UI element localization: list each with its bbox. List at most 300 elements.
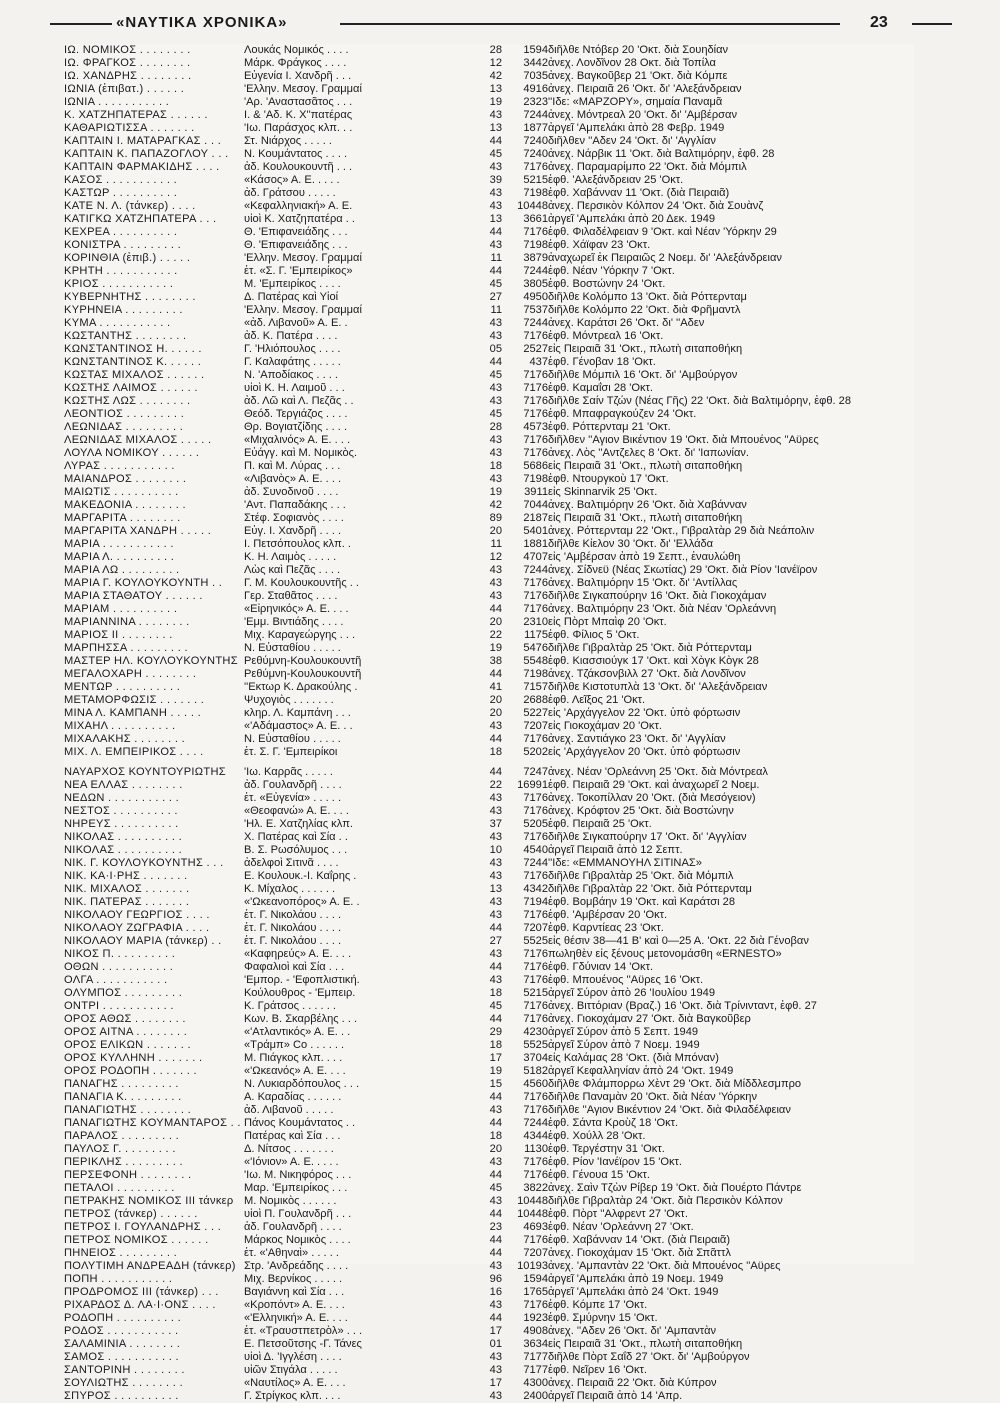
ship-owner: «Θεοφανώ» Α. Ε. . . .	[244, 805, 349, 817]
table-row	[64, 961, 908, 974]
table-row	[64, 922, 908, 935]
gross-tonnage: 7244	[523, 317, 548, 329]
gross-tonnage: 7176	[523, 870, 548, 882]
gross-tonnage: 7247	[523, 766, 548, 778]
build-year: 45	[489, 148, 502, 160]
build-year: 39	[489, 174, 502, 186]
table-row	[64, 694, 908, 707]
ship-movement: ἀνεχ. Βιττόριαν (Βραζ.) 16 'Οκτ. διὰ Τρίνινταντ, ἐφθ. 27	[548, 1000, 817, 1012]
table-row	[64, 948, 908, 961]
ship-owner: Θεόδ. Τεργιάζος . . . .	[244, 408, 348, 420]
ship-owner: Γ. 'Ηλιόπουλος . . . .	[244, 343, 341, 355]
gross-tonnage: 3704	[523, 1052, 548, 1064]
build-year: 44	[489, 1169, 502, 1181]
table-row	[64, 1195, 908, 1208]
table-row	[64, 577, 908, 590]
ship-movement: διῆλθεν ''Αδεν 24 'Οκτ. δι' 'Αγγλίαν	[548, 135, 716, 147]
gross-tonnage: 7176	[523, 1013, 548, 1025]
table-row	[64, 1169, 908, 1182]
build-year: 43	[489, 317, 502, 329]
ship-movement: ἀνεχ. Πειραιᾶ 22 'Οκτ. διὰ Κύπρον	[548, 1377, 717, 1389]
ship-movement: ἐφθ. Λεῖξος 21 'Οκτ.	[548, 694, 646, 706]
build-year: 43	[489, 1260, 502, 1272]
ship-name: ΛΟΥΛΑ ΝΟΜΙΚΟΥ . . . . . .	[64, 447, 200, 459]
table-row	[64, 512, 908, 525]
ship-name: ΡΟΔΟΠΗ . . . . . . . . . .	[64, 1312, 182, 1324]
table-row	[64, 883, 908, 896]
table-row	[64, 1260, 908, 1273]
table-row	[64, 681, 908, 694]
ship-name: ΚΥΡΗΝΕΙΑ . . . . . . . . .	[64, 304, 183, 316]
gross-tonnage: 7194	[523, 896, 548, 908]
ship-owner: ἀδ. Κ. Πατέρα . . . .	[244, 330, 338, 342]
build-year: 44	[489, 1312, 502, 1324]
ship-owner: Ν. Εὐσταθίου . . . . .	[244, 733, 341, 745]
table-row	[64, 304, 908, 317]
ship-movement: ἀνεχ. Παραμαρίμπο 22 'Οκτ. διὰ Μόμπιλ	[548, 161, 747, 173]
table-row	[64, 200, 908, 213]
ship-movement: ἀνεχ. Σαὶν Τζὼν Ρίβερ 19 'Οκτ. διὰ Πουέρτο Πάντρε	[548, 1182, 802, 1194]
build-year: 43	[489, 720, 502, 732]
ship-owner: ἑτ. «Σ. Γ. 'Εμπειρίκος»	[244, 265, 353, 277]
table-row	[64, 382, 908, 395]
build-year: 13	[489, 83, 502, 95]
ship-movement: διῆλθε Γιβραλτὰρ 25 'Οκτ. διὰ Μόμπιλ	[548, 870, 734, 882]
gross-tonnage: 7176	[523, 792, 548, 804]
page-header	[50, 14, 920, 34]
gross-tonnage: 7176	[523, 948, 548, 960]
table-row	[64, 1299, 908, 1312]
table-row	[64, 174, 908, 187]
build-year: 20	[489, 525, 502, 537]
table-row	[64, 1104, 908, 1117]
table-row	[64, 70, 908, 83]
ship-movement: ἀνεχ. Βαλτιμόρην 23 'Οκτ. διὰ Νέαν 'Ορλεάννη	[548, 603, 777, 615]
table-row	[64, 1325, 908, 1338]
ship-movement: ἐφθ. 'Αμβέρσαν 20 'Οκτ.	[548, 909, 668, 921]
table-row	[64, 1039, 908, 1052]
ship-movement: εἰς Πειραιᾶ 31 'Οκτ., πλωτὴ σιταποθήκη	[548, 1338, 743, 1350]
ship-name: ΚΑΤΕ Ν. Λ. (τάνκερ) . . . .	[64, 200, 196, 212]
ship-owner: Εὐάγγ. καὶ Μ. Νομικὸς.	[244, 447, 358, 459]
ship-movement: ἐφθ. Φιλαδέλφειαν 9 'Οκτ. καὶ Νέαν 'Υόρκην 29	[548, 226, 777, 238]
gross-tonnage: 1877	[523, 122, 548, 134]
ship-movement: διῆλθε Κολόμπο 22 'Οκτ. διὰ Φρῆμαντλ	[548, 304, 741, 316]
table-row	[64, 1000, 908, 1013]
ship-owner: Λὼς καὶ Πεζᾶς . . . .	[244, 564, 341, 576]
ship-movement: ἀνεχ. Βαλτιμόρην 15 'Οκτ. δι' 'Αντίλλας	[548, 577, 738, 589]
gross-tonnage: 7176	[523, 1234, 548, 1246]
ship-name: ΠΗΝΕΙΟΣ . . . . . . . . .	[64, 1247, 177, 1259]
ship-movement: διῆλθε Κίελον 30 'Οκτ. δι' 'Ελλάδα	[548, 538, 714, 550]
build-year: 44	[489, 356, 502, 368]
ship-name: ΝΙΚ. ΠΑΤΕΡΑΣ . . . . . . .	[64, 896, 190, 908]
build-year: 19	[489, 1065, 502, 1077]
ship-name: ΟΡΟΣ ΡΟΔΟΠΗ . . . . . . .	[64, 1065, 197, 1077]
ship-owner: Ι. Πετσόπουλος κλπ. .	[244, 538, 351, 550]
ship-movement: ἀργεῖ 'Αμπελάκι ἀπὸ 20 Δεκ. 1949	[548, 213, 716, 225]
build-year: 12	[489, 57, 502, 69]
ship-owner: «'Ωκεανοπόρος» Α. Ε. .	[244, 896, 360, 908]
ship-name: ΟΛΓΑ . . . . . . . . . . .	[64, 974, 168, 986]
build-year: 11	[490, 304, 502, 316]
gross-tonnage: 5525	[523, 1039, 548, 1051]
gross-tonnage: 10448	[517, 1195, 548, 1207]
table-row	[64, 161, 908, 174]
gross-tonnage: 7198	[523, 239, 548, 251]
ship-name: ΟΝΤΡΙ . . . . . . . . . . .	[64, 1000, 174, 1012]
ship-name: ΣΑΛΑΜΙΝΙΑ . . . . . . . .	[64, 1338, 181, 1350]
build-year: 17	[489, 1052, 502, 1064]
ship-name: ΛΥΡΑΣ . . . . . . . . . . .	[64, 460, 175, 472]
ship-movement: ἐφθ. Μπουένος ''Αϋρες 16 'Οκτ.	[548, 974, 704, 986]
ship-name: ΜΑΡΙΑΝΝΙΝΑ . . . . . . . .	[64, 616, 190, 628]
table-row	[64, 1182, 908, 1195]
build-year: 28	[489, 421, 502, 433]
gross-tonnage: 7244	[523, 1117, 548, 1129]
build-year: 44	[489, 1091, 502, 1103]
gross-tonnage: 4908	[523, 1325, 548, 1337]
ship-owner: «ἀδ. Λιβανοῦ» Α. Ε. .	[244, 317, 348, 329]
build-year: 43	[489, 805, 502, 817]
build-year: 13	[489, 883, 502, 895]
table-row	[64, 421, 908, 434]
ship-owner: ἑτ. Γ. Νικολάου . . . .	[244, 909, 342, 921]
ship-owner: Μ. Πιάγκος κλπ. . . .	[244, 1052, 343, 1064]
ship-owner: Λουκάς Νομικός . . . .	[244, 44, 349, 56]
ship-movement: εἰς 'Αρχάγγελον 22 'Οκτ. ὑπὸ φόρτωσιν	[548, 707, 741, 719]
ship-owner: 'Ιω. Παράσχος κλπ. . .	[244, 122, 353, 134]
ship-name: Κ. ΧΑΤΖΗΠΑΤΕΡΑΣ . . . . . .	[64, 109, 208, 121]
ship-owner: ἑτ. Σ. Γ. 'Εμπειρίκοι	[244, 746, 338, 758]
ship-name: ΠΕΤΑΛΟΙ . . . . . . . . .	[64, 1182, 175, 1194]
gross-tonnage: 5215	[523, 987, 548, 999]
ship-name: ΝΙΚ. ΜΙΧΑΛΟΣ . . . . . . .	[64, 883, 190, 895]
gross-tonnage: 437	[529, 356, 548, 368]
gross-tonnage: 7176	[523, 447, 548, 459]
table-row	[64, 356, 908, 369]
build-year: 43	[489, 1156, 502, 1168]
ship-owner: Θρ. Βογιατζίδης . . . .	[244, 421, 348, 433]
gross-tonnage: 4342	[523, 883, 548, 895]
ship-movement: διῆλθε Κιστοτυπλὰ 13 'Οκτ. δι' 'Αλεξάνδρειαν	[548, 681, 768, 693]
table-row	[64, 844, 908, 857]
ship-name: ΚΑΠΤΑΙΝ Κ. ΠΑΠΑΖΟΓΛΟΥ . . .	[64, 148, 229, 160]
ship-movement: ἀνεχ. Ρόττερνταμ 22 'Οκτ., Γιβραλτὰρ 29 διὰ Νεάπολιν	[548, 525, 815, 537]
build-year: 44	[489, 603, 502, 615]
ship-name: ΙΩ. ΧΑΝΔΡΗΣ . . . . . . . .	[64, 70, 192, 82]
ship-name: ΜΑΡΙΑ . . . . . . . . . . .	[64, 538, 174, 550]
ship-owner: Πάνος Κουμάντατος . .	[244, 1117, 356, 1129]
ship-owner: ἀδ. Γράτσου . . . . .	[244, 187, 336, 199]
ship-owner: ἀδ. Λῶ καὶ Λ. Πεζᾶς . .	[244, 395, 354, 407]
ship-owner: «Κροπόντ» Α. Ε. . . .	[244, 1299, 345, 1311]
ship-name: ΚΟΝΙΣΤΡΑ . . . . . . . . .	[64, 239, 182, 251]
table-row	[64, 1078, 908, 1091]
gross-tonnage: 7177	[523, 1364, 548, 1376]
ship-owner: ἀδ. Γουλανδρῆ . . . .	[244, 1221, 342, 1233]
ship-name: ΚΥΜΑ . . . . . . . . . . .	[64, 317, 171, 329]
build-year: 19	[489, 486, 502, 498]
build-year: 43	[489, 870, 502, 882]
ship-movement: εἰς 'Αμβέρσαν ἀπὸ 19 Σεπτ., ἐναυλώθη	[548, 551, 741, 563]
ship-owner: Μιχ. Καραγεώργης . . .	[244, 629, 356, 641]
gross-tonnage: 4693	[523, 1221, 548, 1233]
build-year: 12	[489, 551, 502, 563]
ship-name: ΚΩΝΣΤΑΝΤΙΝΟΣ Κ. . . . . .	[64, 356, 202, 368]
gross-tonnage: 7176	[523, 577, 548, 589]
ship-owner: «'Ατλαντικός» Α. Ε. . .	[244, 1026, 351, 1038]
gross-tonnage: 4573	[523, 421, 548, 433]
table-row	[64, 909, 908, 922]
ship-name: ΚΑΠΤΑΙΝ Ι. ΜΑΤΑΡΑΓΚΑΣ . . .	[64, 135, 222, 147]
gross-tonnage: 7176	[523, 408, 548, 420]
ship-name: ΚΩΣΤΑΣ ΜΙΧΑΛΟΣ . . . . . .	[64, 369, 205, 381]
ship-owner: «Καφηρεύς» Α. Ε. . . .	[244, 948, 352, 960]
ship-register	[64, 44, 914, 1402]
gross-tonnage: 5686	[523, 460, 548, 472]
gross-tonnage: 2310	[523, 616, 548, 628]
build-year: 43	[489, 1390, 502, 1402]
ship-movement: ἀνεχ. Λὸς ''Αντζελες 8 'Οκτ. δι' 'Ιαπωνίαν.	[548, 447, 750, 459]
ship-movement: εἰς Πειραιᾶ 31 'Οκτ., πλωτὴ σιταποθήκη	[548, 512, 743, 524]
build-year: 43	[489, 447, 502, 459]
ship-movement: ἐφθ. Χαβάνναν 11 'Οκτ. (διὰ Πειραιᾶ)	[548, 187, 730, 199]
gross-tonnage: 2688	[523, 694, 548, 706]
ship-name: ΝΙΚΟΣ Π. . . . . . . . . .	[64, 948, 176, 960]
build-year: 05	[489, 343, 502, 355]
header-rule	[912, 23, 952, 25]
table-row	[64, 1065, 908, 1078]
table-row	[64, 1234, 908, 1247]
ship-name: ΚΩΣΤΑΝΤΗΣ . . . . . . . .	[64, 330, 187, 342]
ship-movement: ἀργεῖ Σύρον ἀπὸ 26 'Ιουλίου 1949	[548, 987, 715, 999]
build-year: 37	[489, 818, 502, 830]
ship-movement: ἀνεχ. Περσικὸν Κόλπον 24 'Οκτ. διὰ Σουὰνζ	[548, 200, 764, 212]
ship-movement: ἐφθ. Βοστώνην 24 'Οκτ.	[548, 278, 666, 290]
ship-owner: Ν. Κουμάντατος . . . .	[244, 148, 348, 160]
ship-owner: Χ. Πατέρας καὶ Σία . .	[244, 831, 348, 843]
ship-name: ΣΠΥΡΟΣ . . . . . . . . . .	[64, 1390, 179, 1402]
gross-tonnage: 7176	[523, 1156, 548, 1168]
ship-movement: εἰς 'Αρχάγγελον 20 'Οκτ. ὑπὸ φόρτωσιν	[548, 746, 741, 758]
ship-name: ΠΑΝΑΓΙΩΤΗΣ ΚΟΥΜΑΝΤΑΡΟΣ . .	[64, 1117, 241, 1129]
table-row	[64, 831, 908, 844]
ship-owner: «Εἰρηνικός» Α. Ε. . . .	[244, 603, 349, 615]
ship-name: ΜΑΡΙΑ Γ. ΚΟΥΛΟΥΚΟΥΝΤΗ . .	[64, 577, 223, 589]
ship-owner: Ε. Κουλουκ.-Ι. Καΐρης .	[244, 870, 357, 882]
table-row	[64, 1286, 908, 1299]
build-year: 13	[489, 213, 502, 225]
gross-tonnage: 7176	[523, 909, 548, 921]
table-row	[64, 252, 908, 265]
table-row	[64, 707, 908, 720]
gross-tonnage: 1923	[523, 1312, 548, 1324]
gross-tonnage: 5401	[523, 525, 548, 537]
table-row	[64, 1117, 908, 1130]
ship-name: ΝΕΔΩΝ . . . . . . . . . . .	[64, 792, 180, 804]
table-row	[64, 109, 908, 122]
gross-tonnage: 2187	[523, 512, 548, 524]
table-row	[64, 473, 908, 486]
table-row	[64, 818, 908, 831]
ship-owner: υἱοὶ Δ. 'Ιγγλέση . . . .	[244, 1351, 342, 1363]
ship-owner: Γ. Μ. Κουλουκουντῆς . .	[244, 577, 359, 589]
build-year: 42	[489, 499, 502, 511]
ship-owner: 'Ελλην. Μεσογ. Γραμμαί	[244, 252, 362, 264]
gross-tonnage: 4540	[523, 844, 548, 856]
ship-movement: ἀνεχ. Νάρβικ 11 'Οκτ. διὰ Βαλτιμόρην, ἐφθ. 28	[548, 148, 775, 160]
page-number: 23	[870, 14, 888, 31]
ship-name: ΝΙΚ. ΚΑ·Ι·ΡΗΣ . . . . . . .	[64, 870, 188, 882]
table-row	[64, 213, 908, 226]
ship-movement: ἀργεῖ Πειραιᾶ ἀπὸ 12 Σεπτ.	[548, 844, 683, 856]
table-row	[64, 1338, 908, 1351]
ship-movement: ἐφθ. Γένουα 15 'Οκτ.	[548, 1169, 650, 1181]
ship-owner: Δ. Νίτσος . . . . . . .	[244, 1143, 334, 1155]
gross-tonnage: 7176	[523, 330, 548, 342]
ship-movement: ἐφθ. 'Αλεξάνδρειαν 25 'Οκτ.	[548, 174, 684, 186]
table-row	[64, 96, 908, 109]
ship-movement: διῆλθε Κολόμπο 13 'Οκτ. διὰ Ρόττερνταμ	[548, 291, 747, 303]
ship-owner: Ν. 'Αποδίακος . . . .	[244, 369, 338, 381]
build-year: 43	[489, 590, 502, 602]
ship-name: ΜΙΧΑΗΛ . . . . . . . . . .	[64, 720, 176, 732]
ship-owner: Ι. & 'Αδ. Κ. Χ''πατέρας	[244, 109, 353, 121]
ship-movement: διῆλθε Σαίν Τζών (Νέας Γῆς) 22 'Οκτ. διὰ Βαλτιμόρην, ἐφθ. 28	[548, 395, 852, 407]
table-row	[64, 57, 908, 70]
table-row	[64, 317, 908, 330]
gross-tonnage: 10448	[517, 200, 548, 212]
gross-tonnage: 4950	[523, 291, 548, 303]
build-year: 27	[489, 291, 502, 303]
ship-name: ΜΑΡΙΑΜ . . . . . . . . . .	[64, 603, 178, 615]
ship-owner: Μαρ. 'Εμπειρίκος . . .	[244, 1182, 348, 1194]
ship-movement: διῆλθε ''Αγιον Βικέντιον 24 'Οκτ. διὰ Φιλαδέλφειαν	[548, 1104, 791, 1116]
build-year: 44	[489, 135, 502, 147]
gross-tonnage: 7244	[523, 564, 548, 576]
ship-owner: Μ. Νομικὸς . . . . . .	[244, 1195, 337, 1207]
ship-name: ΜΙΧΑΛΑΚΗΣ . . . . . . . .	[64, 733, 186, 745]
table-row	[64, 792, 908, 805]
ship-name: ΠΕΡΙΚΛΗΣ . . . . . . . . .	[64, 1156, 183, 1168]
gross-tonnage: 1765	[523, 1286, 548, 1298]
ship-movement: διῆλθε Σιγκαπούρην 16 'Οκτ. διὰ Γιοκοχάμαν	[548, 590, 767, 602]
ship-name: ΚΑΘΑΡΙΩΤΙΣΣΑ . . . . . . .	[64, 122, 195, 134]
build-year: 43	[489, 564, 502, 576]
ship-name: ΙΩ. ΝΟΜΙΚΟΣ . . . . . . . .	[64, 44, 191, 56]
gross-tonnage: 7198	[523, 187, 548, 199]
ship-movement: ἀργεῖ 'Αμπελάκι ἀπὸ 28 Φεβρ. 1949	[548, 122, 725, 134]
ship-name: ΠΕΤΡΟΣ Ι. ΓΟΥΛΑΝΔΡΗΣ . . .	[64, 1221, 222, 1233]
gross-tonnage: 16991	[517, 779, 548, 791]
ship-name: ΜΑΙΩΤΙΣ . . . . . . . . . .	[64, 486, 179, 498]
table-row	[64, 499, 908, 512]
ship-movement: ἀργεῖ 'Αμπελάκι ἀπὸ 24 'Οκτ. 1949	[548, 1286, 719, 1298]
build-year: 38	[489, 655, 502, 667]
ship-owner: «'Αδάμαστος» Α. Ε. . .	[244, 720, 353, 732]
table-row	[64, 1026, 908, 1039]
gross-tonnage: 3879	[523, 252, 548, 264]
ship-movement: διῆλθεν ''Αγιον Βικέντιον 19 'Οκτ. διὰ Μπουένος ''Αϋρες	[548, 434, 819, 446]
ship-name: ΚΩΣΤΗΣ ΛΑΙΜΟΣ . . . . . .	[64, 382, 198, 394]
ship-name: ΙΩΝΙΑ (ἐπιβατ.) . . . . . .	[64, 83, 185, 95]
build-year: 44	[489, 1247, 502, 1259]
build-year: 45	[489, 1000, 502, 1012]
ship-owner: 'Εμμ. Βιντιάδης . . . .	[244, 616, 344, 628]
build-year: 18	[489, 987, 502, 999]
header-rule	[340, 23, 840, 25]
ship-owner: «Κεφαλληνιακή» Α. Ε.	[244, 200, 353, 212]
table-row	[64, 434, 908, 447]
ship-owner: ''Εκτωρ Κ. Δρακούλης .	[244, 681, 358, 693]
gross-tonnage: 5182	[523, 1065, 548, 1077]
ship-owner: 'Ελλην. Μεσογ. Γραμμαί	[244, 83, 362, 95]
ship-name: ΠΟΛΥΤΙΜΗ ΑΝΔΡΕΑΔΗ (τάνκερ)	[64, 1260, 236, 1272]
ship-name: ΜΙΧ. Λ. ΕΜΠΕΙΡΙΚΟΣ . . . .	[64, 746, 204, 758]
ship-name: ΣΑΝΤΟΡΙΝΗ . . . . . . . .	[64, 1364, 185, 1376]
ship-name: ΛΕΩΝΙΔΑΣ . . . . . . . . .	[64, 421, 184, 433]
ship-movement: ἀργεῖ 'Αμπελάκι ἀπὸ 19 Νοεμ. 1949	[548, 1273, 724, 1285]
table-row	[64, 974, 908, 987]
ship-movement: ἀνεχ. Κρόφτον 25 'Οκτ. διὰ Βοστώνην	[548, 805, 734, 817]
ship-movement: διῆλθε Γιβραλτὰρ 24 'Οκτ. διὰ Περσικὸν Κόλπον	[548, 1195, 783, 1207]
ship-movement: ἐφθ. Σάντα Κροὺζ 18 'Οκτ.	[548, 1117, 679, 1129]
gross-tonnage: 5476	[523, 642, 548, 654]
table-row	[64, 83, 908, 96]
gross-tonnage: 7176	[523, 161, 548, 173]
build-year: 43	[489, 161, 502, 173]
build-year: 01	[489, 1338, 502, 1350]
ship-owner: ἑτ. «'Αθηναὶ» . . . . .	[244, 1247, 339, 1259]
build-year: 44	[489, 1208, 502, 1220]
ship-movement: ''Ιδε: «ΕΜΜΑΝΟΥΗΛ ΣΙΤΙΝΑΣ»	[548, 857, 702, 869]
table-row	[64, 343, 908, 356]
table-row	[64, 265, 908, 278]
ship-name: ΜΕΓΑΛΟΧΑΡΗ . . . . . . . .	[64, 668, 197, 680]
build-year: 44	[489, 766, 502, 778]
build-year: 44	[489, 265, 502, 277]
ship-movement: ἐφθ. Ρίον 'Ιανέϊρον 15 'Οκτ.	[548, 1156, 682, 1168]
table-row	[64, 239, 908, 252]
ship-name: ΠΑΡΑΛΟΣ . . . . . . . . .	[64, 1130, 180, 1142]
gross-tonnage: 7176	[523, 961, 548, 973]
ship-name: ΟΡΟΣ ΚΥΛΛΗΝΗ . . . . . . .	[64, 1052, 203, 1064]
table-row	[64, 987, 908, 1000]
build-year: 43	[489, 330, 502, 342]
build-year: 43	[489, 1364, 502, 1376]
gross-tonnage: 7176	[523, 974, 548, 986]
ship-movement: ἀνεχ. 'Αμπαντὰν 22 'Οκτ. διὰ Μπουένος ''Αϋρες	[548, 1260, 781, 1272]
table-row	[64, 538, 908, 551]
ship-movement: ἐφθ. Κόμπε 17 'Οκτ.	[548, 1299, 648, 1311]
ship-movement: ἀνεχ. Τοκοπίλλαν 20 'Οκτ. (διὰ Μεσόγειον)	[548, 792, 756, 804]
gross-tonnage: 7176	[523, 1169, 548, 1181]
ship-movement: ἐφθ. Ρόττερνταμ 21 'Οκτ.	[548, 421, 671, 433]
ship-owner: Φαφαλιοὶ καὶ Σία . . .	[244, 961, 345, 973]
gross-tonnage: 5205	[523, 818, 548, 830]
ship-movement: ἐφθ. Σμύρνην 15 'Οκτ.	[548, 1312, 658, 1324]
ship-movement: διῆλθε Παναμὰν 20 'Οκτ. διὰ Νέαν 'Υόρκην	[548, 1091, 758, 1103]
gross-tonnage: 5215	[523, 174, 548, 186]
table-row	[64, 1364, 908, 1377]
gross-tonnage: 2323	[523, 96, 548, 108]
ship-name: ΜΕΝΤΩΡ . . . . . . . . . .	[64, 681, 181, 693]
gross-tonnage: 10193	[517, 1260, 548, 1272]
gross-tonnage: 7177	[523, 1351, 548, 1363]
ship-name: ΚΕΧΡΕΑ . . . . . . . . . .	[64, 226, 178, 238]
table-row	[64, 779, 908, 792]
